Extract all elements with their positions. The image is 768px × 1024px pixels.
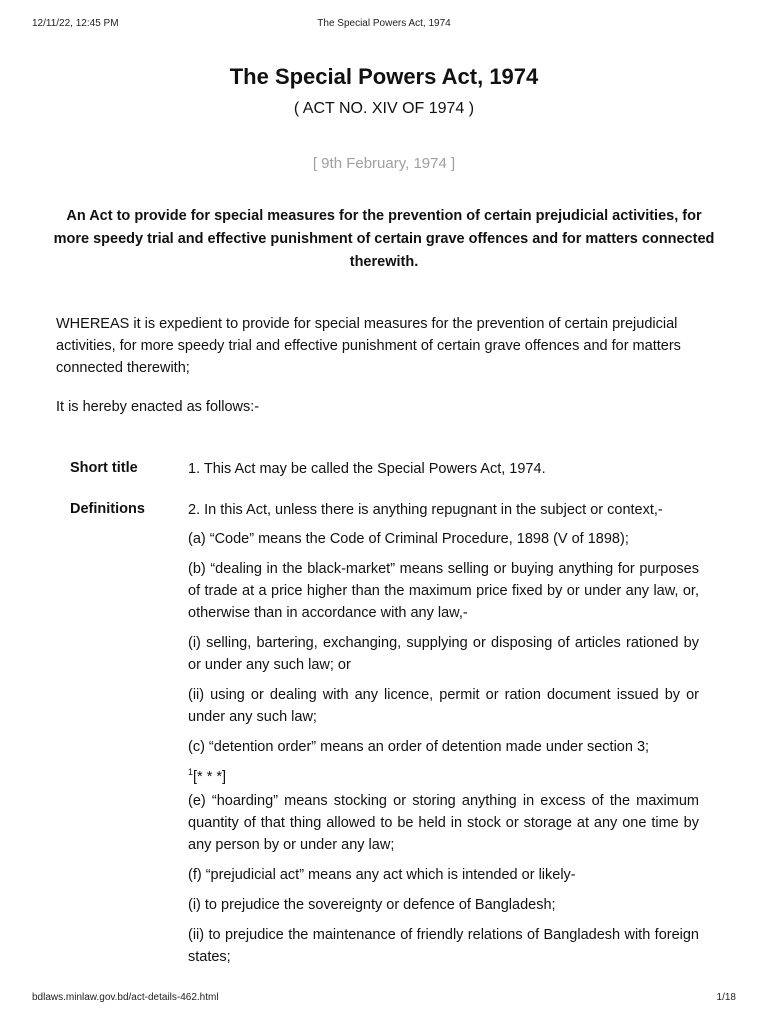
print-header-title: The Special Powers Act, 1974 (317, 18, 451, 29)
clause-omitted (188, 766, 699, 788)
long-title: An Act to provide for special measures for the prevention of certain prejudicial activities, for more speedy trial and effective punishment of certain grave offences and for matters connected therewith. (53, 208, 715, 270)
definition-clauses (188, 528, 699, 976)
act-number: ( ACT NO. XIV OF 1974 ) (293, 100, 475, 117)
whereas-clause: WHEREAS it is expedient to provide for special measures for the prevention of certain prejudicial activities, for more speedy trial and effective punishment of certain grave offences and for matters connected therewith; (56, 316, 681, 376)
print-datetime: 12/11/22, 12:45 PM (32, 18, 119, 29)
clause-b: (b) “dealing in the black-market” means selling or buying anything for purposes of trade at a price higher than the maximum price fixed by or under any law, or, otherwise than in accordance with any law,- (188, 561, 699, 621)
clause-e: (e) “hoarding” means stocking or storing anything in excess of the maximum quantity of that thing allowed to be held in stock or storage at any one time by any person by or under any law; (188, 793, 699, 853)
clause-a: (a) “Code” means the Code of Criminal Procedure, 1898 (V of 1898); (188, 531, 629, 547)
section-label-definitions: Definitions (70, 501, 145, 517)
print-url: bdlaws.minlaw.gov.bd/act-details-462.html (32, 992, 219, 1003)
omitted-text: [* * *] (193, 769, 227, 785)
section-label-short-title: Short title (70, 460, 138, 476)
print-header (32, 18, 736, 29)
print-footer (32, 992, 736, 1003)
clause-b-i: (i) selling, bartering, exchanging, supplying or disposing of articles rationed by or under any such law; or (188, 635, 699, 673)
enactment-date: [ 9th February, 1974 ] (312, 155, 456, 172)
clause-f-ii: (ii) to prejudice the maintenance of friendly relations of Bangladesh with foreign states; (188, 927, 699, 965)
clause-f: (f) “prejudicial act” means any act which is intended or likely- (188, 867, 576, 883)
page-number: 1/18 (716, 992, 736, 1003)
clause-f-i: (i) to prejudice the sovereignty or defence of Bangladesh; (188, 897, 556, 913)
enacting-formula: It is hereby enacted as follows:- (56, 399, 260, 415)
section-text-definitions: 2. In this Act, unless there is anything repugnant in the subject or context,- (188, 502, 663, 518)
clause-c: (c) “detention order” means an order of detention made under section 3; (188, 739, 650, 755)
footnote-marker[interactable]: 1 (188, 767, 194, 778)
clause-b-ii: (ii) using or dealing with any licence, permit or ration document issued by or under any such law; (188, 687, 699, 725)
section-text-short-title: 1. This Act may be called the Special Powers Act, 1974. (188, 461, 546, 477)
page-title: The Special Powers Act, 1974 (229, 64, 539, 89)
